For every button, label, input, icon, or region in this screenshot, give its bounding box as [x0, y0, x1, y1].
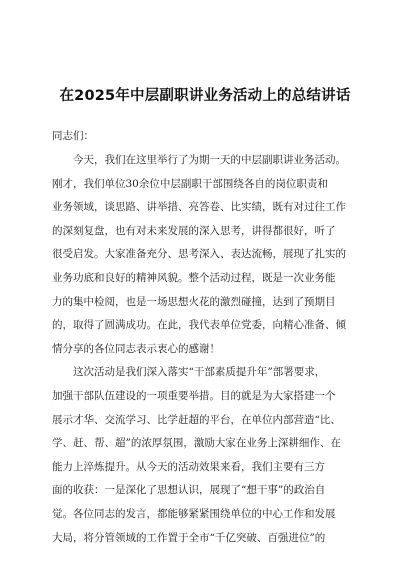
paragraph-line: 的，取得了圆满成功。在此，我代表单位党委，向精心准备、倾: [52, 319, 346, 332]
paragraph-line: 这次活动是我们深入落实“干部素质提升年”部署要求，: [73, 366, 326, 379]
paragraph-line: 力的集中检阅，也是一场思想火花的激烈碰撞，达到了预期目: [52, 295, 336, 308]
speech-body: [52, 149, 362, 550]
paragraph-line: 业务领域，谈思路、讲举措、亮答卷、比实绩，既有对过往工作: [52, 201, 346, 214]
paragraph-line: 加强干部队伍建设的一项重要举措。目的就是为大家搭建一个: [52, 389, 336, 402]
paragraph-line: 刚才，我们单位30余位中层副职干部围绕各自的岗位职责和: [52, 177, 328, 190]
paragraph-line: 情分享的各位同志表示衷心的感谢！: [52, 342, 220, 355]
paragraph-line: 的深刻复盘，也有对未来发展的深入思考，讲得都很好，听了: [52, 224, 336, 237]
paragraph-line: 能力上淬炼提升。从今天的活动效果来看，我们主要有三方: [52, 460, 325, 473]
paragraph-line: 觉。各位同志的发言，都能够紧紧围绕单位的中心工作和发展: [52, 507, 336, 520]
paragraph-line: 面的收获：一是深化了思想认识，展现了“想干事”的政治自: [52, 484, 326, 497]
paragraph-line: 业务功底和良好的精神风貌。整个活动过程，既是一次业务能: [52, 271, 336, 284]
paragraph-line: 学、赶、帮、超”的浓厚氛围，激励大家在业务上深耕细作、在: [52, 437, 341, 450]
paragraph-line: 大局，将分管领域的工作置于全市“千亿突破、百强进位”的: [52, 531, 326, 544]
paragraph-line: 展示才华、交流学习、比学赶超的平台，在单位内部营造“比、: [52, 413, 341, 426]
paragraph-line: 很受启发。大家准备充分、思考深入、表达流畅，展现了扎实的: [52, 248, 346, 261]
document-title: 在2025年中层副职讲业务活动上的总结讲话: [59, 88, 351, 104]
paragraph-line: 今天，我们在这里举行了为期一天的中层副职讲业务活动。: [73, 154, 346, 166]
salutation: 同志们：: [52, 130, 94, 142]
